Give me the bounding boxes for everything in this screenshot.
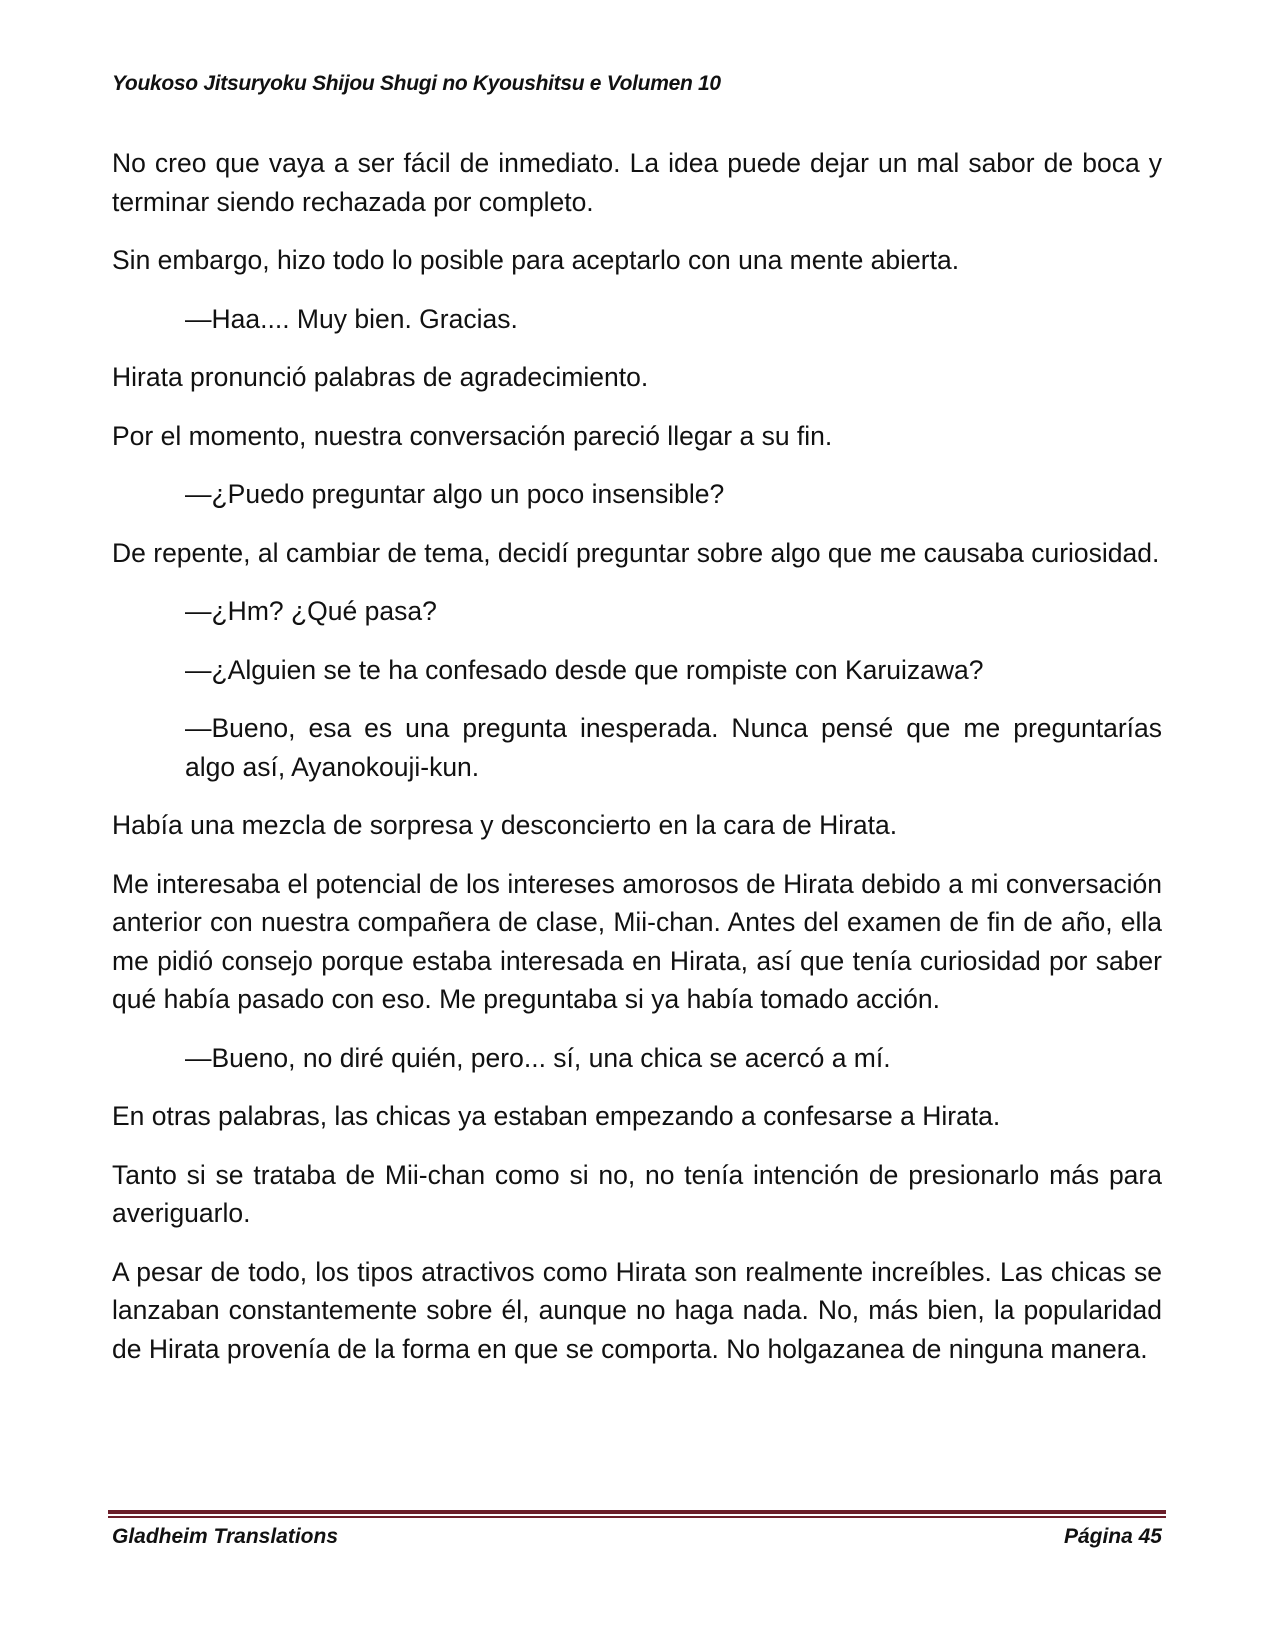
dialogue-line-2: —¿Puedo preguntar algo un poco insensible? — [185, 479, 725, 509]
paragraph-6: Había una mezcla de sorpresa y desconcierto en la cara de Hirata. — [112, 810, 898, 840]
page-body — [112, 144, 1162, 1388]
footer-divider-thin-line — [108, 1516, 1166, 1518]
paragraph-2: Sin embargo, hizo todo lo posible para aceptarlo con una mente abierta. — [112, 245, 960, 275]
paragraph-3: Hirata pronunció palabras de agradecimiento. — [112, 362, 649, 392]
paragraph-5: De repente, al cambiar de tema, decidí preguntar sobre algo que me causaba curiosidad. — [112, 537, 1160, 568]
dialogue-line-4: —¿Alguien se te ha confesado desde que rompiste con Karuizawa? — [185, 654, 984, 685]
footer-translator-credit: Gladheim Translations — [112, 1525, 339, 1548]
paragraph-1: No creo que vaya a ser fácil de inmediato. La idea puede dejar un mal sabor de boca y terminar siendo rechazada por completo. — [112, 148, 1162, 217]
footer-divider — [108, 1510, 1166, 1518]
dialogue-line-3: —¿Hm? ¿Qué pasa? — [185, 596, 437, 626]
dialogue-line-1: —Haa.... Muy bien. Gracias. — [185, 303, 518, 334]
page-header-title: Youkoso Jitsuryoku Shijou Shugi no Kyoushitsu e Volumen 10 — [112, 72, 721, 95]
dialogue-line-6: —Bueno, no diré quién, pero... sí, una chica se acercó a mí. — [185, 1042, 891, 1073]
paragraph-7: Me interesaba el potencial de los intereses amorosos de Hirata debido a mi conversación anterior con nuestra compañera de clase, Mii-chan. Antes del examen de fin de año, ella me pidió consejo porque estaba interesada en Hirata, así que tenía curiosidad por saber qué había pasado con eso. Me preguntaba si ya había tomado acción. — [112, 868, 1162, 1014]
paragraph-4: Por el momento, nuestra conversación pareció llegar a su fin. — [112, 420, 833, 451]
dialogue-line-5: —Bueno, esa es una pregunta inesperada. Nunca pensé que me preguntarías algo así, Ayanokouji-kun. — [185, 713, 1162, 782]
footer-page-number: Página 45 — [1063, 1525, 1162, 1548]
footer-divider-thick-line — [108, 1510, 1166, 1514]
paragraph-9: Tanto si se trataba de Mii-chan como si no, no tenía intención de presionarlo más para averiguarlo. — [112, 1159, 1162, 1228]
paragraph-10: A pesar de todo, los tipos atractivos como Hirata son realmente increíbles. Las chicas se lanzaban constantemente sobre él, aunque no haga nada. No, más bien, la popularidad de Hirata provenía de la forma en que se comporta. No holgazanea de ninguna manera. — [112, 1256, 1162, 1364]
paragraph-8: En otras palabras, las chicas ya estaban empezando a confesarse a Hirata. — [112, 1101, 1001, 1131]
